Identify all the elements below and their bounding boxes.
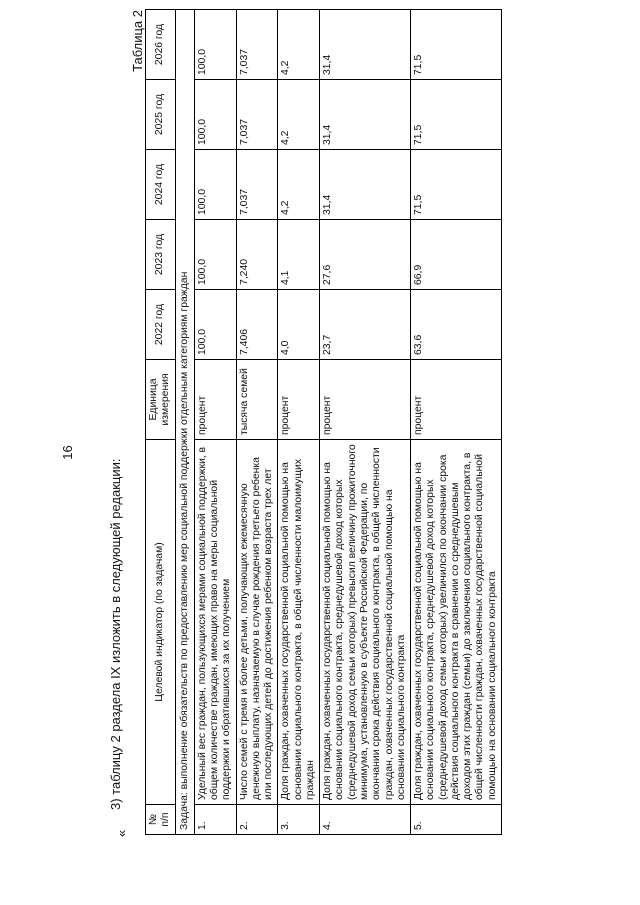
row-value: 7,037: [236, 10, 278, 80]
task-text: Задача: выполнение обязательств по предоставлению мер социальной поддержки отдельным категориям граждан: [175, 10, 194, 835]
row-value: 31,4: [320, 10, 411, 80]
row-indicator: Доля граждан, охваченных государственной социальной помощью на основании социального контракта, в общей численности малоимущих граждан: [278, 440, 320, 805]
opening-quote: «: [114, 829, 129, 837]
header-year: 2023 год: [146, 220, 176, 290]
row-value: 23,7: [320, 290, 411, 360]
row-value: 4,2: [278, 10, 320, 80]
row-unit: процент: [411, 360, 502, 440]
row-value: 100,0: [194, 150, 236, 220]
intro-text: 3) таблицу 2 раздела IX изложить в следующей редакции:: [108, 458, 123, 810]
header-year: 2026 год: [146, 10, 176, 80]
row-value: 71,5: [411, 80, 502, 150]
row-num: 3.: [278, 805, 320, 835]
row-num: 2.: [236, 805, 278, 835]
row-indicator: Число семей с тремя и более детьми, получающих ежемесячную денежную выплату, назначаемую в случае рождения третьего ребенка или последующих детей до достижения ребенком возраста трех лет: [236, 440, 278, 805]
row-unit: процент: [278, 360, 320, 440]
header-indicator: Целевой индикатор (по задачам): [146, 440, 176, 805]
row-value: 71,5: [411, 10, 502, 80]
header-year: 2022 год: [146, 290, 176, 360]
row-num: 5.: [411, 805, 502, 835]
row-value: 71,5: [411, 150, 502, 220]
row-value: 4,2: [278, 150, 320, 220]
table-row: [194, 10, 236, 835]
row-indicator: Доля граждан, охваченных государственной социальной помощью на основании социального контракта, среднедушевой доход которых (среднедушевой доход семьи которых) превысил величину прожиточного минимума, установленную в субъекте Российской Федерации, по окончании срока действия социального контракта, в общей численности граждан, охваченных государственной социальной помощью на основании социального контракта: [320, 440, 411, 805]
table-row: [278, 10, 320, 835]
row-value: 100,0: [194, 220, 236, 290]
row-value: 7,037: [236, 80, 278, 150]
table-header-row: [146, 10, 176, 835]
row-value: 4,2: [278, 80, 320, 150]
row-value: 7,037: [236, 150, 278, 220]
row-value: 27,6: [320, 220, 411, 290]
row-value: 100,0: [194, 290, 236, 360]
header-year: 2024 год: [146, 150, 176, 220]
row-value: 7,406: [236, 290, 278, 360]
row-value: 100,0: [194, 80, 236, 150]
task-row: [175, 10, 194, 835]
row-value: 100,0: [194, 10, 236, 80]
header-num: № п/п: [146, 805, 176, 835]
table-row: [320, 10, 411, 835]
row-unit: процент: [194, 360, 236, 440]
row-value: 4,0: [278, 290, 320, 360]
row-indicator: Удельный вес граждан, пользующихся мерами социальной поддержки, в общем количестве граждан, имеющих право на меры социальной поддержки и обратившихся за их получением: [194, 440, 236, 805]
row-num: 1.: [194, 805, 236, 835]
row-value: 66,9: [411, 220, 502, 290]
page-number: 16: [60, 445, 75, 460]
table-row: [236, 10, 278, 835]
row-unit: тысяча семей: [236, 360, 278, 440]
row-value: 4,1: [278, 220, 320, 290]
row-indicator: Доля граждан, охваченных государственной социальной помощью на основании социального контракта, среднедушевой доход которых (среднедушевой доход семьи которых) увеличился по окончании срока действия социального контракта в сравнении со среднедушевым доходом этих граждан (семьи) до заключения социального контракта, в общей численности граждан, охваченных государственной социальной помощью на основании социального контракта: [411, 440, 502, 805]
row-value: 31,4: [320, 150, 411, 220]
row-value: 63,6: [411, 290, 502, 360]
table-row: [411, 10, 502, 835]
row-num: 4.: [320, 805, 411, 835]
row-unit: процент: [320, 360, 411, 440]
row-value: 31,4: [320, 80, 411, 150]
header-unit: Единица измерения: [146, 360, 176, 440]
indicators-table: [145, 9, 502, 835]
table-label: Таблица 2: [130, 10, 145, 72]
row-value: 7,240: [236, 220, 278, 290]
header-year: 2025 год: [146, 80, 176, 150]
